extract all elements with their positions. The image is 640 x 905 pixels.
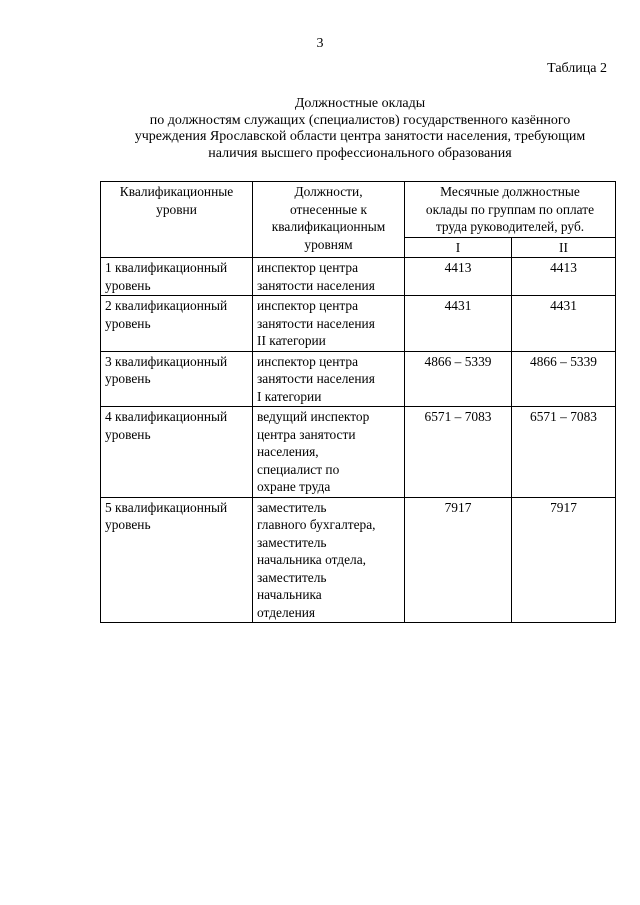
level-cell: [101, 497, 253, 623]
position-line: занятости населения: [257, 371, 375, 386]
salary-group-2-cell: 4431: [512, 296, 616, 352]
table-row: [101, 258, 616, 296]
title-line: Должностные оклады: [294, 96, 426, 111]
table-row: [101, 296, 616, 352]
document-title: [95, 96, 625, 162]
salary-group-2-cell: 7917: [512, 497, 616, 623]
salary-group-1-cell: 4431: [405, 296, 512, 352]
level-cell: [101, 351, 253, 407]
header-positions-line: отнесенные к: [290, 201, 367, 217]
header-levels-line: уровни: [156, 201, 197, 217]
salary-group-1-cell: 6571 – 7083: [405, 407, 512, 498]
position-cell: [253, 296, 405, 352]
position-line: заместитель: [257, 534, 327, 550]
header-levels-line: Квалификационные: [119, 184, 234, 199]
position-line: инспектор центра: [257, 298, 359, 313]
level-line: 5 квалификационный: [105, 499, 228, 515]
level-line: уровень: [105, 371, 151, 386]
table-row: [101, 407, 616, 498]
header-positions: [253, 182, 405, 258]
position-line: заместитель: [257, 499, 327, 515]
position-cell: [253, 407, 405, 498]
level-cell: [101, 296, 253, 352]
level-line: уровень: [105, 315, 151, 331]
table-row: [101, 351, 616, 407]
level-line: уровень: [105, 517, 151, 532]
level-cell: [101, 407, 253, 498]
header-salaries: [405, 182, 616, 238]
title-line: по должностям служащих (специалистов) государственного казённого: [149, 112, 571, 128]
position-line: инспектор центра: [257, 353, 359, 369]
position-line: ведущий инспектор: [257, 409, 370, 424]
level-cell: [101, 258, 253, 296]
level-line: 4 квалификационный: [105, 409, 228, 424]
header-salaries-line: труда руководителей, руб.: [435, 219, 585, 234]
table-label: Таблица 2: [547, 61, 607, 76]
position-cell: [253, 497, 405, 623]
position-line: центра занятости: [257, 426, 356, 442]
position-line: начальника отдела,: [257, 552, 367, 567]
level-line: 2 квалификационный: [105, 298, 228, 313]
level-line: 3 квалификационный: [105, 353, 228, 369]
position-line: занятости населения: [257, 315, 375, 331]
title-line: учреждения Ярославской области центра занятости населения, требующим: [134, 129, 586, 144]
position-line: I категории: [257, 388, 322, 404]
position-line: населения,: [257, 444, 319, 459]
level-line: 1 квалификационный: [105, 260, 228, 275]
header-group-1: I: [405, 237, 512, 258]
salary-group-2-cell: 4866 – 5339: [512, 351, 616, 407]
header-levels: [101, 182, 253, 258]
header-positions-line: Должности,: [294, 184, 363, 199]
position-line: II категории: [257, 333, 326, 348]
position-line: специалист по: [257, 461, 340, 477]
position-line: главного бухгалтера,: [257, 517, 376, 532]
position-line: начальника: [257, 587, 322, 602]
header-group-2: II: [512, 237, 616, 258]
header-salaries-line: оклады по группам по оплате: [425, 201, 595, 217]
position-line: заместитель: [257, 569, 327, 585]
level-line: уровень: [105, 426, 151, 442]
position-line: занятости населения: [257, 277, 375, 293]
salary-group-2-cell: 4413: [512, 258, 616, 296]
header-salaries-line: Месячные должностные: [440, 184, 580, 199]
salary-table: [100, 181, 616, 623]
salary-group-1-cell: 4413: [405, 258, 512, 296]
table-row: [101, 497, 616, 623]
position-line: инспектор центра: [257, 260, 359, 275]
salary-group-2-cell: 6571 – 7083: [512, 407, 616, 498]
salary-group-1-cell: 7917: [405, 497, 512, 623]
page-number: 3: [316, 36, 324, 51]
title-line: наличия высшего профессионального образования: [208, 145, 512, 161]
position-cell: [253, 351, 405, 407]
position-line: отделения: [257, 604, 316, 620]
level-line: уровень: [105, 277, 151, 293]
header-positions-line: квалификационным: [271, 219, 386, 234]
header-positions-line: уровням: [304, 236, 353, 252]
position-cell: [253, 258, 405, 296]
salary-group-1-cell: 4866 – 5339: [405, 351, 512, 407]
position-line: охране труда: [257, 479, 331, 494]
